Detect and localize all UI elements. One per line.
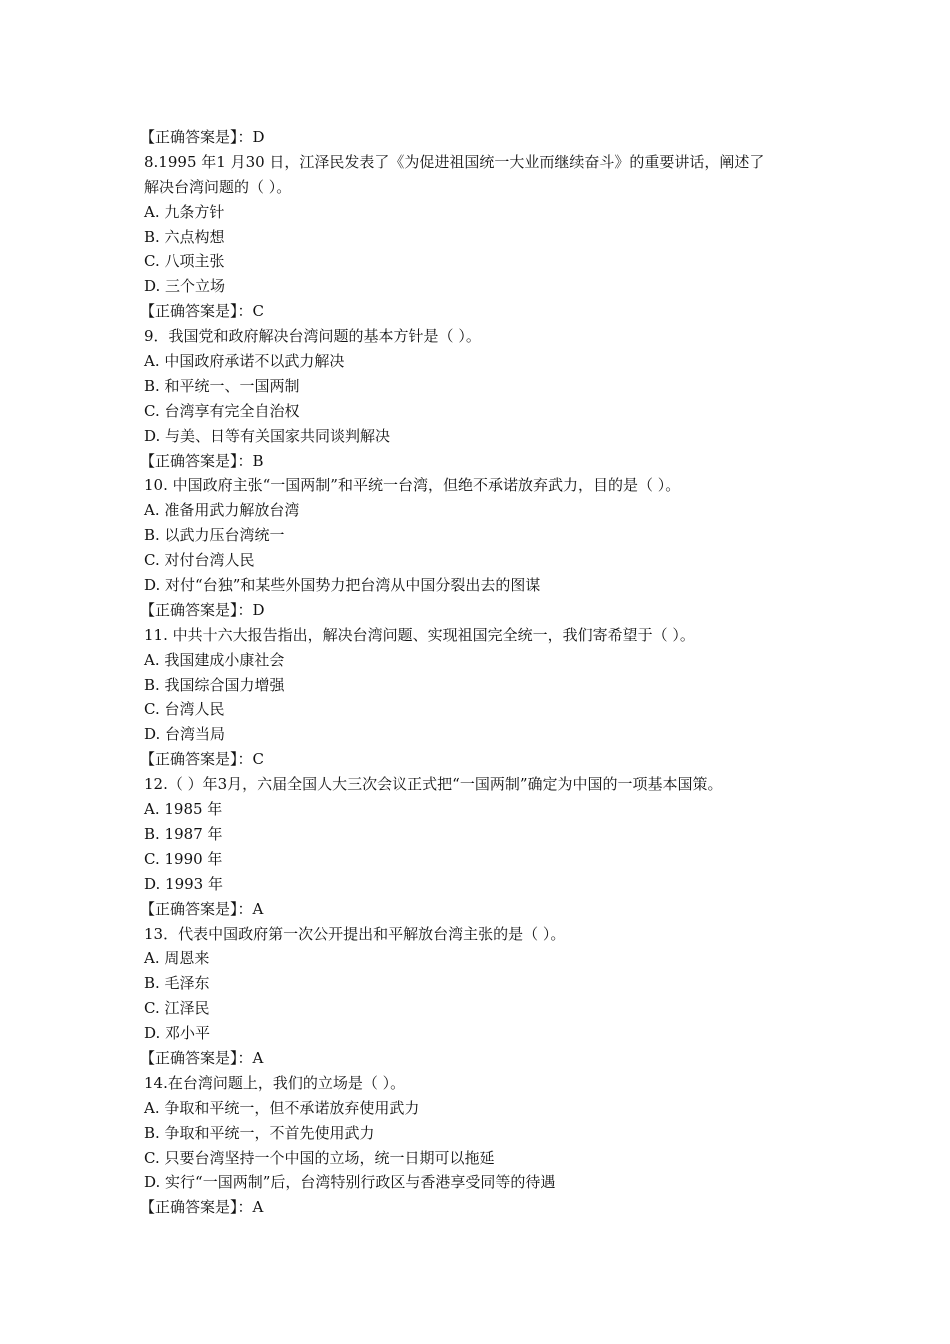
question-text: 9．我国党和政府解决台湾问题的基本方针是（ ）。 <box>144 327 481 346</box>
option-line: C. 台湾享有完全自治权 <box>144 401 300 420</box>
answer-line: 【正确答案是】：B <box>140 451 264 470</box>
answer-line: 【正确答案是】：A <box>140 1048 264 1067</box>
option-line: A. 1985 年 <box>144 800 223 819</box>
question-text: 12.（ ）年3月，六届全国人大三次会议正式把“一国两制”确定为中国的一项基本国策。 <box>144 775 723 794</box>
option-line: D. 台湾当局 <box>144 725 226 744</box>
option-line: D. 对付“台独”和某些外国势力把台湾从中国分裂出去的图谋 <box>144 576 541 595</box>
question-text: 10. 中国政府主张“一国两制”和平统一台湾，但绝不承诺放弃武力，目的是（ ）。 <box>144 476 681 495</box>
option-line: B. 六点构想 <box>144 227 225 246</box>
option-line: D. 三个立场 <box>144 277 226 296</box>
option-line: B. 争取和平统一，不首先使用武力 <box>144 1123 375 1142</box>
answer-line: 【正确答案是】：A <box>140 899 264 918</box>
answer-line: 【正确答案是】：C <box>140 302 264 321</box>
option-line: B. 我国综合国力增强 <box>144 675 285 694</box>
option-line: B. 以武力压台湾统一 <box>144 526 285 545</box>
option-line: C. 只要台湾坚持一个中国的立场，统一日期可以拖延 <box>144 1148 495 1167</box>
question-text: 14.在台湾问题上，我们的立场是（ ）。 <box>144 1073 406 1092</box>
question-text: 8.1995 年1 月30 日，江泽民发表了《为促进祖国统一大业而继续奋斗》的重要讲话，阐述了 <box>144 152 765 171</box>
option-line: C. 八项主张 <box>144 252 225 271</box>
option-line: A. 准备用武力解放台湾 <box>144 501 300 520</box>
option-line: D. 1993 年 <box>144 874 223 893</box>
option-line: D. 实行“一国两制”后，台湾特别行政区与香港享受同等的待遇 <box>144 1173 556 1192</box>
option-line: C. 对付台湾人民 <box>144 551 255 570</box>
option-line: C. 台湾人民 <box>144 700 225 719</box>
answer-line: 【正确答案是】：D <box>140 128 265 146</box>
question-text: 13．代表中国政府第一次公开提出和平解放台湾主张的是（ ）。 <box>144 924 566 943</box>
option-line: A. 中国政府承诺不以武力解决 <box>144 352 345 371</box>
quiz-content <box>140 125 824 1220</box>
option-line: B. 1987 年 <box>144 824 223 843</box>
option-line: C. 1990 年 <box>144 849 223 868</box>
answer-line: 【正确答案是】：C <box>140 750 264 769</box>
option-line: A. 九条方针 <box>144 202 225 221</box>
answer-line: 【正确答案是】：A <box>140 1198 264 1217</box>
option-line: D. 与美、日等有关国家共同谈判解决 <box>144 426 391 445</box>
question-text: 11. 中共十六大报告指出，解决台湾问题、实现祖国完全统一，我们寄希望于（ ）。 <box>144 625 695 644</box>
option-line: A. 我国建成小康社会 <box>144 650 285 669</box>
option-line: B. 和平统一、一国两制 <box>144 376 300 395</box>
option-line: B. 毛泽东 <box>144 974 210 993</box>
question-text: 解决台湾问题的（ ）。 <box>144 177 292 196</box>
option-line: D. 邓小平 <box>144 1024 211 1043</box>
answer-line: 【正确答案是】：D <box>140 600 265 619</box>
option-line: A. 争取和平统一，但不承诺放弃使用武力 <box>144 1098 420 1117</box>
option-line: C. 江泽民 <box>144 999 210 1018</box>
option-line: A. 周恩来 <box>144 949 210 968</box>
